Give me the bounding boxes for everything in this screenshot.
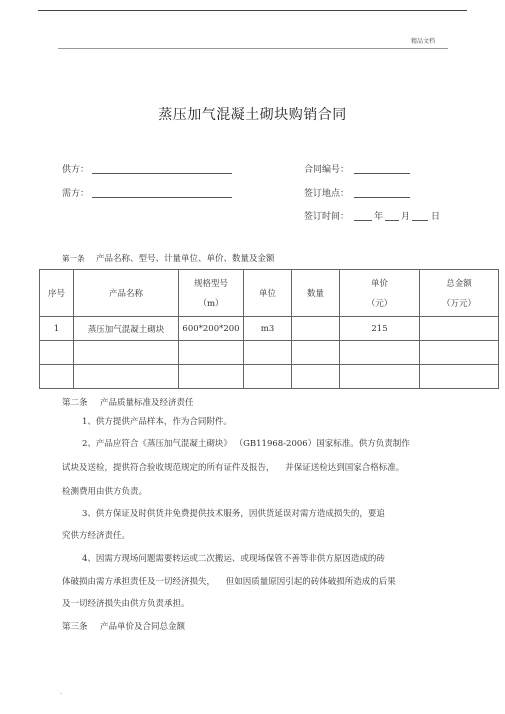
buyer-label: 需方： <box>62 189 90 199</box>
cell-price: 215 <box>340 317 420 341</box>
cell-price[interactable] <box>340 341 420 365</box>
table-row <box>40 317 499 341</box>
article2-title: 产品质量标准及经济责任 <box>100 398 194 408</box>
header-tag: 精品文档 <box>411 38 436 45</box>
header-total <box>420 270 499 317</box>
header-divider <box>58 48 448 49</box>
sign-place-label: 签订地点： <box>304 189 350 199</box>
cell-seq[interactable] <box>40 365 74 389</box>
header-qty: 数量 <box>292 270 340 317</box>
header-spec-line1: 规格型号 <box>193 279 228 289</box>
header-unit: 单位 <box>244 270 292 317</box>
header-name: 产品名称 <box>74 270 179 317</box>
cell-name[interactable] <box>74 365 179 389</box>
cell-total[interactable] <box>420 341 499 365</box>
article2-item4-line1: 4、因需方现场问题需要转运或二次搬运、或现场保管不善等非供方原因造成的砖 <box>82 554 385 564</box>
sign-month-field[interactable] <box>385 210 399 221</box>
cell-unit: m3 <box>244 317 292 341</box>
cell-seq[interactable] <box>40 341 74 365</box>
article2-item2-line2: 试块及送检，提供符合验收规范规定的所有证件及报告， 并保证送检达到国家合格标准。 <box>62 463 405 473</box>
sign-time-label: 签订时间： <box>304 212 350 222</box>
buyer-field[interactable] <box>92 187 232 198</box>
article3-number: 第三条 <box>62 622 88 632</box>
cell-spec[interactable] <box>179 365 244 389</box>
article2-number: 第二条 <box>62 398 88 408</box>
sign-place-field[interactable] <box>354 187 410 198</box>
article2-item2-line3: 检测费用由供方负责。 <box>62 487 148 497</box>
day-label: 日 <box>431 212 441 222</box>
cell-seq: 1 <box>40 317 74 341</box>
article2-item3-line1: 3、供方保证及时供货并免费提供技术服务，因供货延误对需方造成损失的，要追 <box>82 509 385 519</box>
header-price-line2: （元） <box>366 299 393 309</box>
cell-price[interactable] <box>340 365 420 389</box>
table-row <box>40 341 499 365</box>
article2-item2-line1: 2、产品应符合《蒸压加气混凝土砌块》 （GB11968-2006）国家标准。供方负责制作 <box>82 439 410 449</box>
table-header-row <box>40 270 499 317</box>
article2-item4-line3: 及一切经济损失由供方负责承担。 <box>62 599 190 609</box>
header-price-line1: 单价 <box>370 279 388 289</box>
cell-total[interactable] <box>420 365 499 389</box>
article1-title: 产品名称、型号、计量单位、单价、数量及金额 <box>96 254 275 264</box>
cell-qty[interactable] <box>292 365 340 389</box>
cell-total[interactable] <box>420 317 499 341</box>
contract-no-label: 合同编号： <box>304 165 350 175</box>
cell-name: 蒸压加气混凝土砌块 <box>74 317 179 341</box>
supplier-field[interactable] <box>92 163 232 174</box>
document-title: 蒸压加气混凝土砌块购销合同 <box>158 107 347 123</box>
table-row <box>40 365 499 389</box>
year-label: 年 <box>374 212 384 222</box>
header-spec-line2: （m） <box>198 299 224 309</box>
cell-spec: 600*200*200 <box>179 317 244 341</box>
supplier-label: 供方： <box>62 165 90 175</box>
sign-day-field[interactable] <box>412 210 428 221</box>
header-spec <box>179 270 244 317</box>
article2-item1: 1、供方提供产品样本，作为合同附件。 <box>82 417 232 427</box>
cell-name[interactable] <box>74 341 179 365</box>
product-table <box>39 269 499 389</box>
cell-unit[interactable] <box>244 365 292 389</box>
contract-no-field[interactable] <box>354 163 410 174</box>
article2-item3-line2: 究供方经济责任。 <box>62 531 131 541</box>
cell-unit[interactable] <box>244 341 292 365</box>
footer-mark: . <box>60 689 62 696</box>
top-border-line <box>38 10 467 11</box>
header-price <box>340 270 420 317</box>
header-total-line2: （万元） <box>441 299 476 309</box>
cell-spec[interactable] <box>179 341 244 365</box>
header-total-line1: 总金额 <box>446 279 472 289</box>
cell-qty[interactable] <box>292 341 340 365</box>
month-label: 月 <box>401 212 411 222</box>
article1-number: 第一条 <box>62 254 85 263</box>
article3-title: 产品单价及合同总金额 <box>100 622 186 632</box>
header-seq: 序号 <box>40 270 74 317</box>
sign-year-field[interactable] <box>354 210 372 221</box>
cell-qty[interactable] <box>292 317 340 341</box>
article2-item4-line2: 体破损由需方承担责任及一切经济损失， 但如因质量原因引起的砖体破损所造成的后果 <box>62 577 396 587</box>
